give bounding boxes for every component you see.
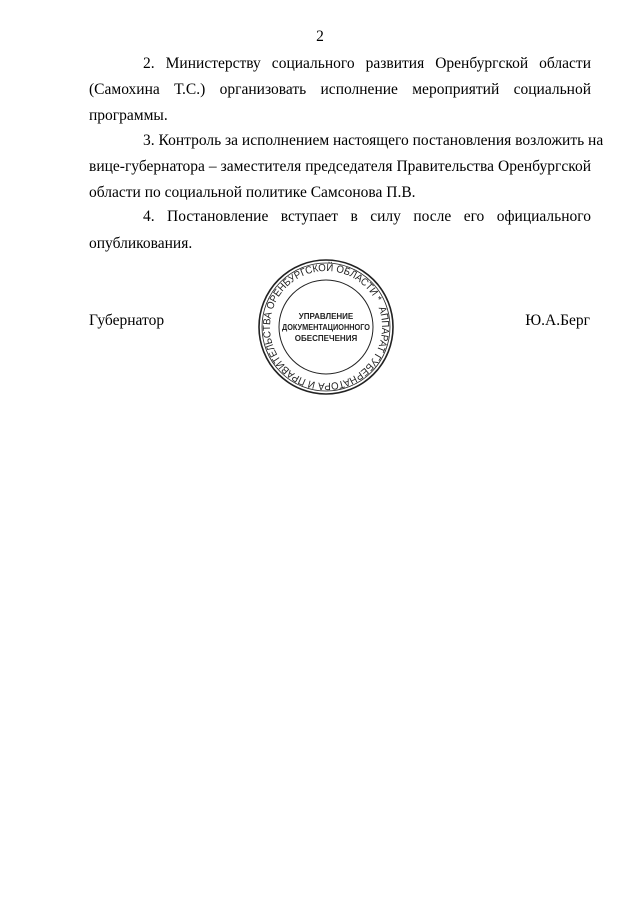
paragraph-2-line: 2. Министерству социального развития Оренбургской области — [143, 55, 591, 72]
paragraph-2-line: (Самохина Т.С.) организовать исполнение мероприятий социальной — [89, 81, 591, 98]
page-number: 2 — [316, 28, 324, 45]
stamp-center-line: ДОКУМЕНТАЦИОННОГО — [282, 323, 370, 332]
stamp-center-line: ОБЕСПЕЧЕНИЯ — [294, 334, 358, 343]
paragraph-4-line: 4. Постановление вступает в силу после его официального — [143, 208, 591, 225]
paragraph-3-line: области по социальной политике Самсонова П.В. — [89, 184, 416, 201]
paragraph-3-line: 3. Контроль за исполнением настоящего постановления возложить на — [143, 132, 604, 149]
signatory-name: Ю.А.Берг — [525, 312, 590, 329]
paragraph-2-line: программы. — [89, 107, 168, 124]
official-stamp — [256, 257, 396, 397]
stamp-center-line: УПРАВЛЕНИЕ — [298, 312, 354, 321]
signatory-title: Губернатор — [89, 312, 165, 329]
stamp-ring-text: АППАРАТ ГУБЕРНАТОРА И ПРАВИТЕЛЬСТВА ОРЕНБУРГСКОЙ ОБЛАСТИ * — [261, 262, 391, 392]
paragraph-3-line: вице-губернатора – заместителя председателя Правительства Оренбургской — [89, 158, 591, 175]
paragraph-4-line: опубликования. — [89, 235, 193, 252]
